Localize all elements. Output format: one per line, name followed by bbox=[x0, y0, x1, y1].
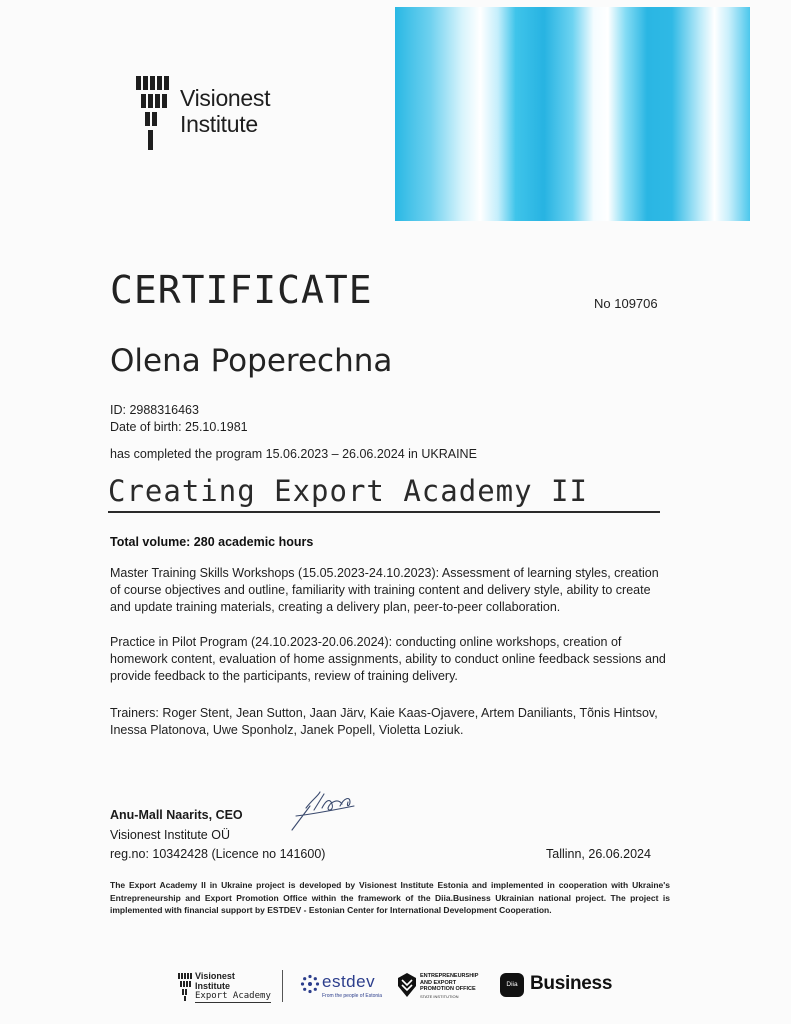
recipient-name: Olena Poperechna bbox=[110, 343, 393, 379]
total-volume: Total volume: 280 academic hours bbox=[110, 535, 314, 549]
handwritten-signature bbox=[284, 786, 374, 836]
project-footnote: The Export Academy II in Ukraine project is developed by Visionest Institute Estonia and implemented in cooperation with Ukraine's Entrepreneurship and Export Promotion Office within the framework of the Diia.Business Ukrainian national project. The project is implemented with financial support by ESTDEV - Estonian Center for International Development Cooperation. bbox=[110, 880, 670, 915]
footer-divider bbox=[282, 970, 283, 1002]
place-and-date: Tallinn, 26.06.2024 bbox=[546, 847, 651, 861]
epo-name bbox=[420, 973, 478, 993]
registration-number: reg.no: 10342428 (Licence no 141600) bbox=[110, 847, 326, 861]
export-academy-logo bbox=[178, 971, 278, 1011]
epo-subtitle: STATE INSTITUTION bbox=[420, 994, 459, 999]
estdev-logo bbox=[300, 972, 390, 1006]
decorative-gradient-panel bbox=[395, 7, 750, 221]
epo-line-1: ENTREPRENEURSHIP bbox=[420, 973, 479, 979]
completion-statement: has completed the program 15.06.2023 – 26.06.2024 in UKRAINE bbox=[110, 447, 477, 461]
epo-logo bbox=[397, 972, 492, 1006]
certificate-number: No 109706 bbox=[594, 296, 658, 311]
export-academy-line-2: Institute bbox=[195, 981, 230, 991]
export-academy-sub: Export Academy bbox=[195, 991, 271, 1001]
logo-text bbox=[180, 85, 270, 137]
date-of-birth: Date of birth: 25.10.1981 bbox=[110, 420, 248, 434]
epo-shield-icon bbox=[397, 972, 417, 998]
estdev-dots-icon bbox=[300, 974, 320, 994]
diia-badge-icon: Diia bbox=[500, 973, 524, 997]
epo-line-2: AND EXPORT bbox=[420, 979, 457, 986]
visionest-logo bbox=[136, 76, 306, 154]
visionest-logo-mark-icon bbox=[136, 76, 170, 150]
export-academy-logo-text bbox=[195, 971, 235, 991]
visionest-small-mark-icon bbox=[178, 973, 192, 1001]
estdev-name: estdev bbox=[322, 972, 376, 991]
logo-line-2: Institute bbox=[180, 111, 258, 137]
logo-line-1: Visionest bbox=[180, 85, 271, 111]
signer-name: Anu-Mall Naarits, CEO bbox=[110, 808, 243, 822]
diia-business-logo bbox=[500, 973, 620, 999]
program-underline bbox=[108, 511, 660, 513]
workshops-description: Master Training Skills Workshops (15.05.2023-24.10.2023): Assessment of learning styles, creation of course objectives and outline, familiarity with training content and delivery style, ability to create and update training materials, creating a delivery plan, peer-to-peer collaboration. bbox=[110, 566, 659, 614]
recipient-id: ID: 2988316463 bbox=[110, 403, 199, 417]
certificate-title: CERTIFICATE bbox=[110, 268, 373, 312]
trainers-list: Trainers: Roger Stent, Jean Sutton, Jaan Järv, Kaie Kaas-Ojavere, Artem Daniliants, Tõnis Hintsov, Inessa Platonova, Uwe Sponholz, Janek Popell, Violetta Loziuk. bbox=[110, 706, 658, 737]
program-name: Creating Export Academy II bbox=[108, 474, 588, 508]
epo-line-3: PROMOTION OFFICE bbox=[420, 986, 476, 992]
estdev-tagline: From the people of Estonia bbox=[322, 993, 383, 999]
organization-name: Visionest Institute OÜ bbox=[110, 828, 230, 842]
practice-description: Practice in Pilot Program (24.10.2023-20.06.2024): conducting online workshops, creation of homework content, evaluation of home assignments, ability to conduct online feedback sessions and provide feedback to the participants, review of training delivery. bbox=[110, 635, 666, 683]
export-academy-line-1: Visionest bbox=[195, 971, 235, 981]
diia-business-label: Business bbox=[530, 973, 613, 994]
